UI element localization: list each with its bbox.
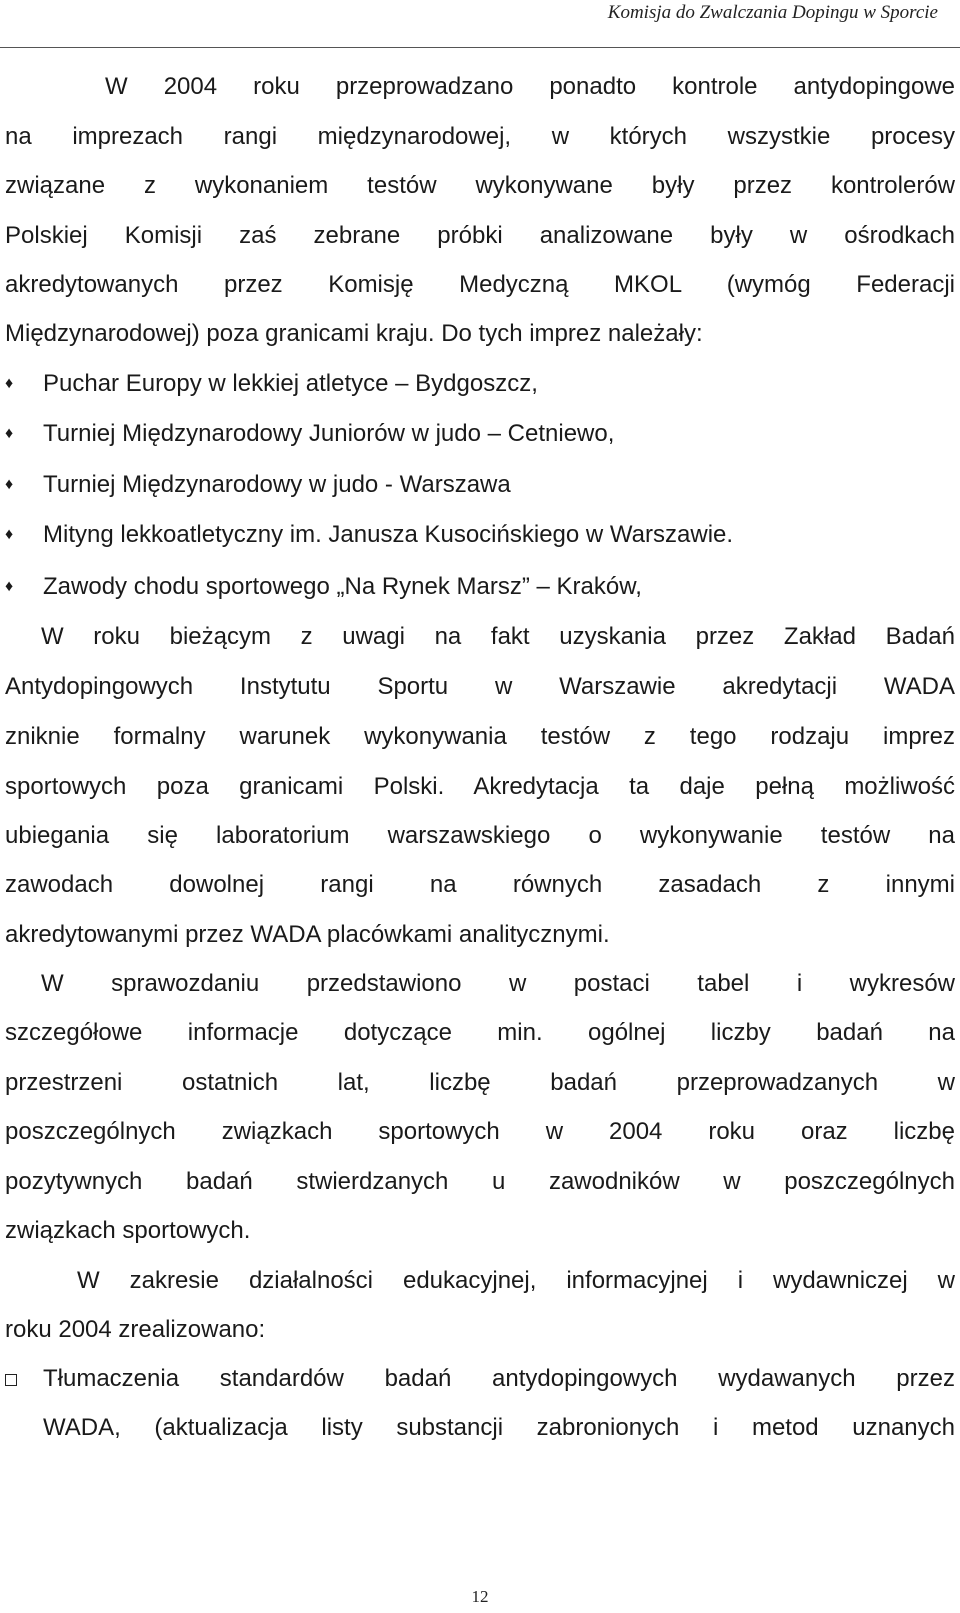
list-item-text: Tłumaczenia standardów badań antydopingowych wydawanych przez: [43, 1365, 955, 1392]
list-item-text: Turniej Międzynarodowy w judo - Warszawa: [43, 471, 511, 498]
text-line: W roku bieżącym z uwagi na fakt uzyskania przez Zakład Badań: [41, 623, 955, 650]
list-item-text: WADA, (aktualizacja listy substancji zabronionych i metod uznanych: [43, 1414, 955, 1441]
text-line: sportowych poza granicami Polski. Akredytacja ta daje pełną możliwość: [5, 773, 955, 800]
text-line: na imprezach rangi międzynarodowej, w których wszystkie procesy: [5, 123, 955, 150]
diamond-bullet-icon: ♦: [5, 526, 14, 543]
text-line: zniknie formalny warunek wykonywania testów z tego rodzaju imprez: [5, 723, 955, 750]
text-line: związkach sportowych.: [5, 1217, 251, 1244]
diamond-bullet-icon: ♦: [5, 375, 14, 392]
list-item-text: Zawody chodu sportowego „Na Rynek Marsz” – Kraków,: [43, 573, 642, 600]
list-item-text: Mityng lekkoatletyczny im. Janusza Kusocińskiego w Warszawie.: [43, 521, 734, 548]
list-item-text: Puchar Europy w lekkiej atletyce – Bydgoszcz,: [43, 370, 538, 397]
text-line: Międzynarodowej) poza granicami kraju. Do tych imprez należały:: [5, 320, 703, 347]
text-line: zawodach dowolnej rangi na równych zasadach z innymi: [5, 871, 955, 898]
text-line: związane z wykonaniem testów wykonywane były przez kontrolerów: [5, 172, 955, 199]
diamond-bullet-icon: ♦: [5, 476, 14, 493]
running-header: Komisja do Zwalczania Dopingu w Sporcie: [607, 2, 938, 23]
text-line: Antydopingowych Instytutu Sportu w Warszawie akredytacji WADA: [5, 673, 955, 700]
text-line: ubiegania się laboratorium warszawskiego o wykonywanie testów na: [5, 822, 955, 849]
text-line: W sprawozdaniu przedstawiono w postaci tabel i wykresów: [41, 970, 955, 997]
text-line: szczegółowe informacje dotyczące min. ogólnej liczby badań na: [5, 1019, 955, 1046]
page-number: 12: [471, 1587, 489, 1606]
square-bullet-icon: [5, 1354, 35, 1407]
text-line: W zakresie działalności edukacyjnej, informacyjnej i wydawniczej w: [77, 1267, 955, 1294]
text-line: poszczególnych związkach sportowych w 2004 roku oraz liczbę: [5, 1118, 955, 1145]
text-line: akredytowanych przez Komisję Medyczną MKOL (wymóg Federacji: [5, 271, 955, 298]
diamond-bullet-icon: ♦: [5, 578, 14, 595]
text-line: pozytywnych badań stwierdzanych u zawodników w poszczególnych: [5, 1168, 955, 1195]
text-line: Polskiej Komisji zaś zebrane próbki analizowane były w ośrodkach: [5, 222, 955, 249]
list-item-text: Turniej Międzynarodowy Juniorów w judo – Cetniewo,: [43, 420, 615, 447]
header-rule: [0, 47, 960, 48]
text-line: W 2004 roku przeprowadzano ponadto kontrole antydopingowe: [105, 73, 955, 100]
text-line: przestrzeni ostatnich lat, liczbę badań przeprowadzanych w: [5, 1069, 955, 1096]
diamond-bullet-icon: ♦: [5, 425, 14, 442]
text-line: akredytowanymi przez WADA placówkami analitycznymi.: [5, 921, 610, 948]
text-line: roku 2004 zrealizowano:: [5, 1316, 266, 1343]
